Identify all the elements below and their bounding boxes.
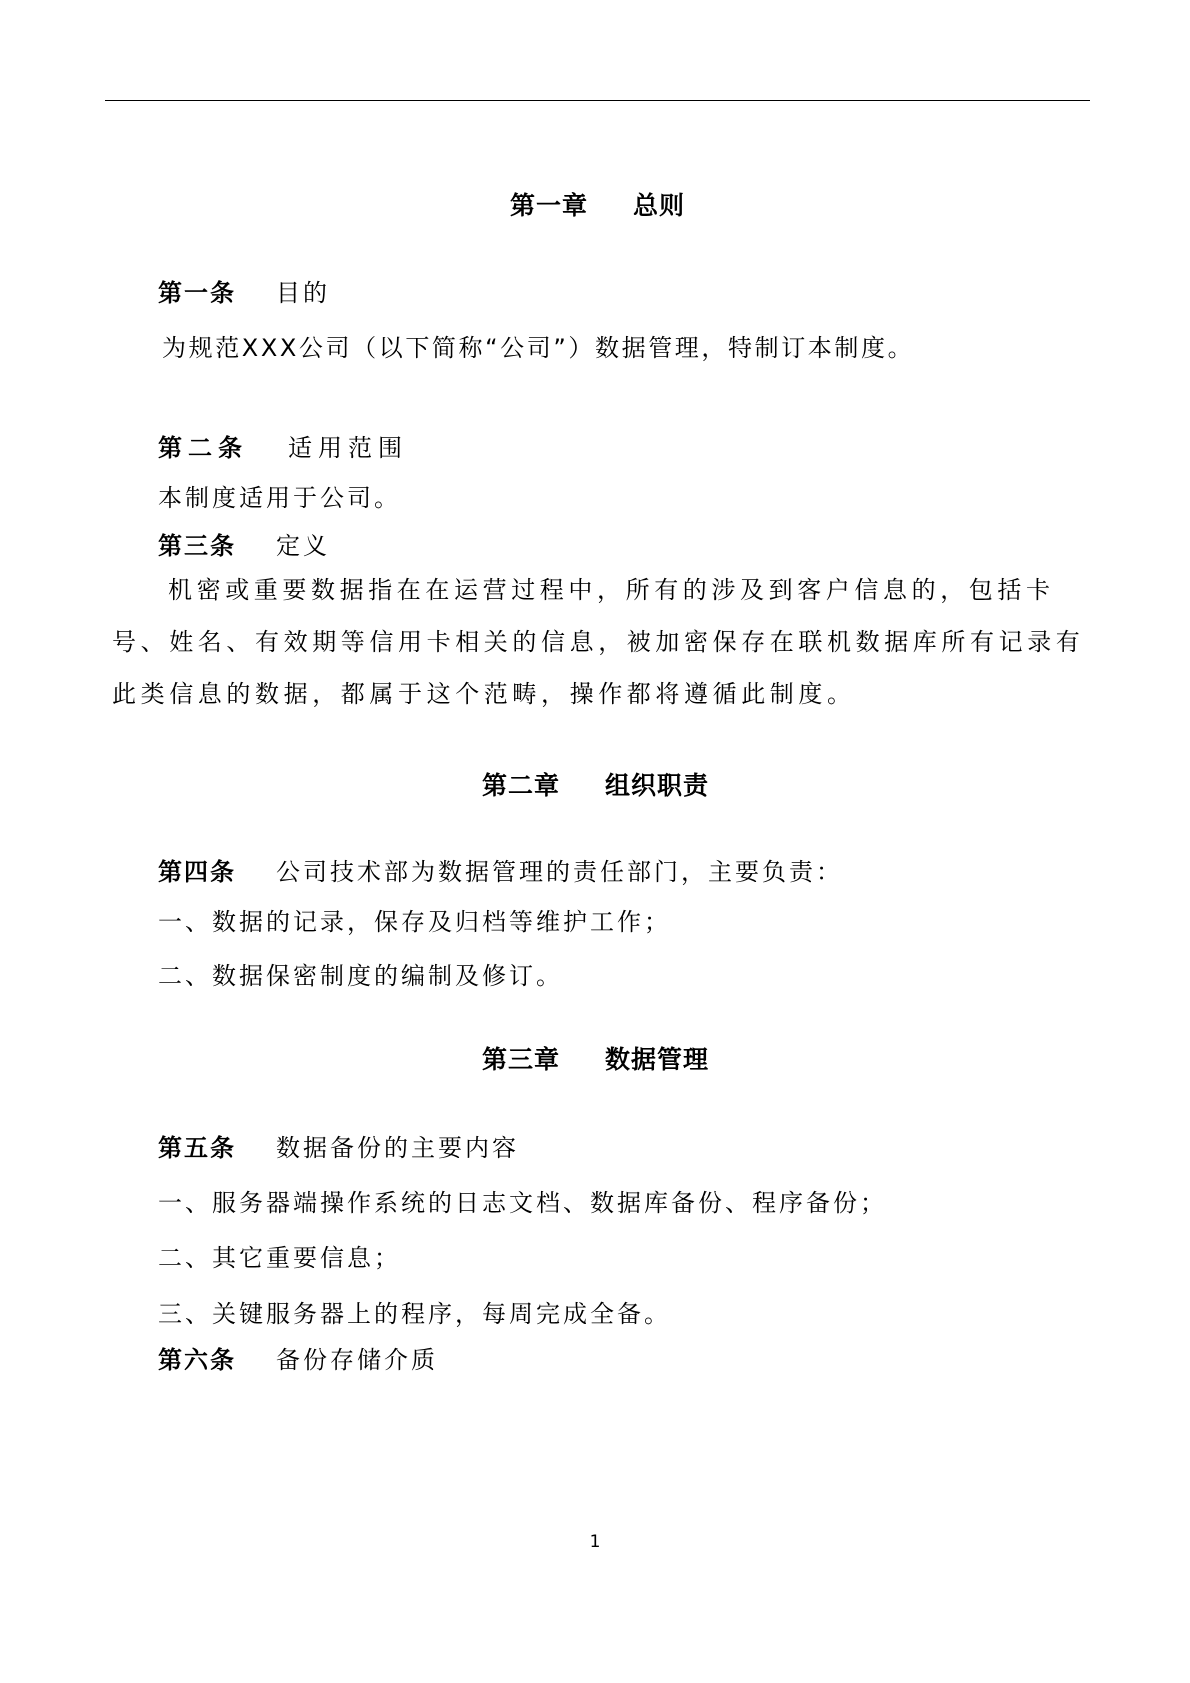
article-title: 适用范围 [288, 434, 408, 462]
list-item: 三、关键服务器上的程序，每周完成全备。 [158, 1300, 671, 1328]
article-3-body: 机密或重要数据指在在运营过程中，所有的涉及到客户信息的，包括卡号、姓名、有效期等信用卡相关的信息，被加密保存在联机数据库所有记录有此类信息的数据，都属于这个范畴，操作都将遵循此制度。 [112, 576, 1085, 708]
article-label: 第二条 [158, 434, 248, 462]
chapter-number: 第一章 [510, 191, 589, 220]
list-item: 一、服务器端操作系统的日志文档、数据库备份、程序备份； [158, 1189, 887, 1217]
list-item: 二、其它重要信息； [158, 1244, 401, 1272]
article-1-body: 为规范XXX公司（以下简称“公司”）数据管理，特制订本制度。 [162, 334, 915, 362]
article-label: 第六条 [158, 1346, 236, 1374]
chapter-3-heading [482, 1040, 709, 1076]
article-label: 第一条 [158, 279, 236, 307]
article-label: 第三条 [158, 532, 236, 560]
chapter-2-heading [482, 766, 709, 802]
article-label: 第四条 [158, 858, 236, 886]
list-item: 二、数据保密制度的编制及修订。 [158, 962, 563, 990]
article-2-heading [158, 428, 408, 463]
article-1-heading [158, 273, 330, 308]
article-label: 第五条 [158, 1134, 236, 1162]
chapter-title: 总则 [633, 191, 686, 220]
article-title: 备份存储介质 [276, 1346, 438, 1374]
list-item: 一、数据的记录，保存及归档等维护工作； [158, 908, 671, 936]
article-6-heading [158, 1340, 438, 1375]
article-title: 目的 [276, 279, 330, 307]
chapter-number: 第二章 [482, 771, 561, 800]
header-rule [105, 100, 1090, 101]
chapter-title: 组织职责 [605, 771, 710, 800]
chapter-number: 第三章 [482, 1045, 561, 1074]
chapter-1-heading [510, 186, 685, 222]
article-2-body: 本制度适用于公司。 [158, 484, 401, 512]
article-title: 数据备份的主要内容 [276, 1134, 519, 1162]
chapter-title: 数据管理 [605, 1045, 710, 1074]
article-title: 定义 [276, 532, 330, 560]
article-4-heading [158, 852, 843, 887]
page-number: 1 [589, 1532, 601, 1552]
article-title: 公司技术部为数据管理的责任部门，主要负责： [276, 858, 843, 886]
article-5-heading [158, 1128, 519, 1163]
article-3-heading [158, 526, 330, 561]
